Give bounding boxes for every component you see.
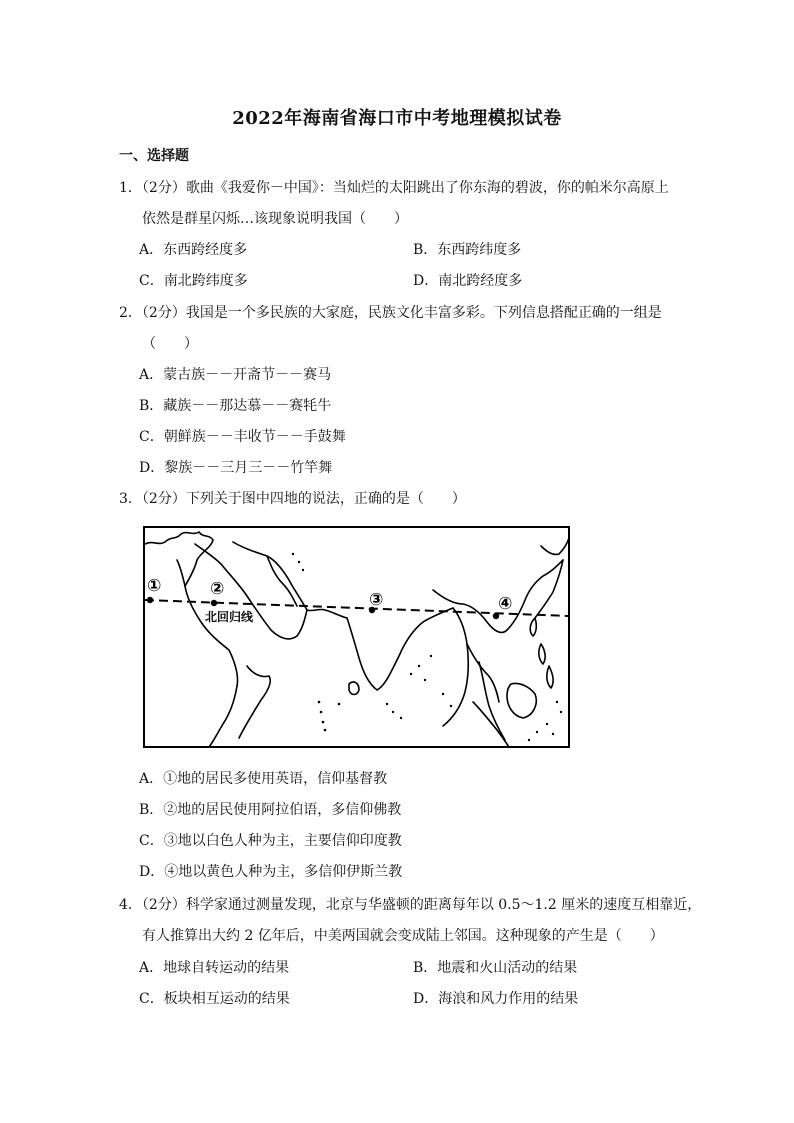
label-4: ④ [498,594,513,614]
q4-option-b: B．地震和火山活动的结果 [413,960,578,976]
q3-option-d: D．④地以黄色人种为主，多信仰伊斯兰教 [139,864,403,880]
q4-option-c: C．板块相互运动的结果 [139,991,290,1007]
q1-option-c: C．南北跨纬度多 [139,273,248,289]
q2-stem-line1: 2．（2分）我国是一个多民族的大家庭，民族文化丰富多彩。下列信息搭配正确的一组是 [119,305,662,321]
q3-option-b: B．②地的居民使用阿拉伯语，多信仰佛教 [139,802,402,818]
label-3: ③ [369,590,384,610]
q4-stem-line1: 4．（2分）科学家通过测量发现，北京与华盛顿的距离每年以 0.5～1.2 厘米的速度互相靠近， [119,897,702,913]
q2-option-c: C．朝鲜族－－丰收节－－手鼓舞 [139,429,346,445]
q4-stem-line2: 有人推算出大约 2 亿年后，中美两国就会变成陆上邻国。这种现象的产生是（ ） [142,928,664,944]
q3-stem: 3．（2分）下列关于图中四地的说法，正确的是（ ） [119,491,466,507]
q3-option-c: C．③地以白色人种为主，主要信仰印度教 [139,833,402,849]
q1-option-d: D．南北跨经度多 [413,273,523,289]
q2-option-b: B．藏族－－那达慕－－赛牦牛 [139,398,332,414]
point-1 [147,597,153,603]
map-frame [144,527,569,747]
asia-map-figure [143,526,570,748]
tropic-label: 北回归线 [205,610,254,624]
exam-title: 2022年海南省海口市中考地理模拟试卷 [232,108,562,129]
label-2: ② [210,579,225,599]
q1-option-a: A．东西跨经度多 [139,242,248,258]
label-1: ① [147,576,162,596]
point-2 [211,600,217,606]
q2-option-a: A．蒙古族－－开斋节－－赛马 [139,367,332,383]
q2-stem-line2: （ ） [142,336,198,352]
q3-option-a: A．①地的居民多使用英语，信仰基督教 [139,771,388,787]
q2-option-d: D．黎族－－三月三－－竹竿舞 [139,460,333,476]
q4-option-d: D．海浪和风力作用的结果 [413,991,579,1007]
q1-option-b: B．东西跨纬度多 [413,242,522,258]
section-heading: 一、选择题 [119,148,189,164]
q1-stem-line2: 依然是群星闪烁…该现象说明我国（ ） [142,211,408,227]
q4-option-a: A．地球自转运动的结果 [139,960,290,976]
q1-stem-line1: 1．（2分）歌曲《我爱你－中国》：当灿烂的太阳跳出了你东海的碧波，你的帕米尔高原上 [119,180,669,196]
